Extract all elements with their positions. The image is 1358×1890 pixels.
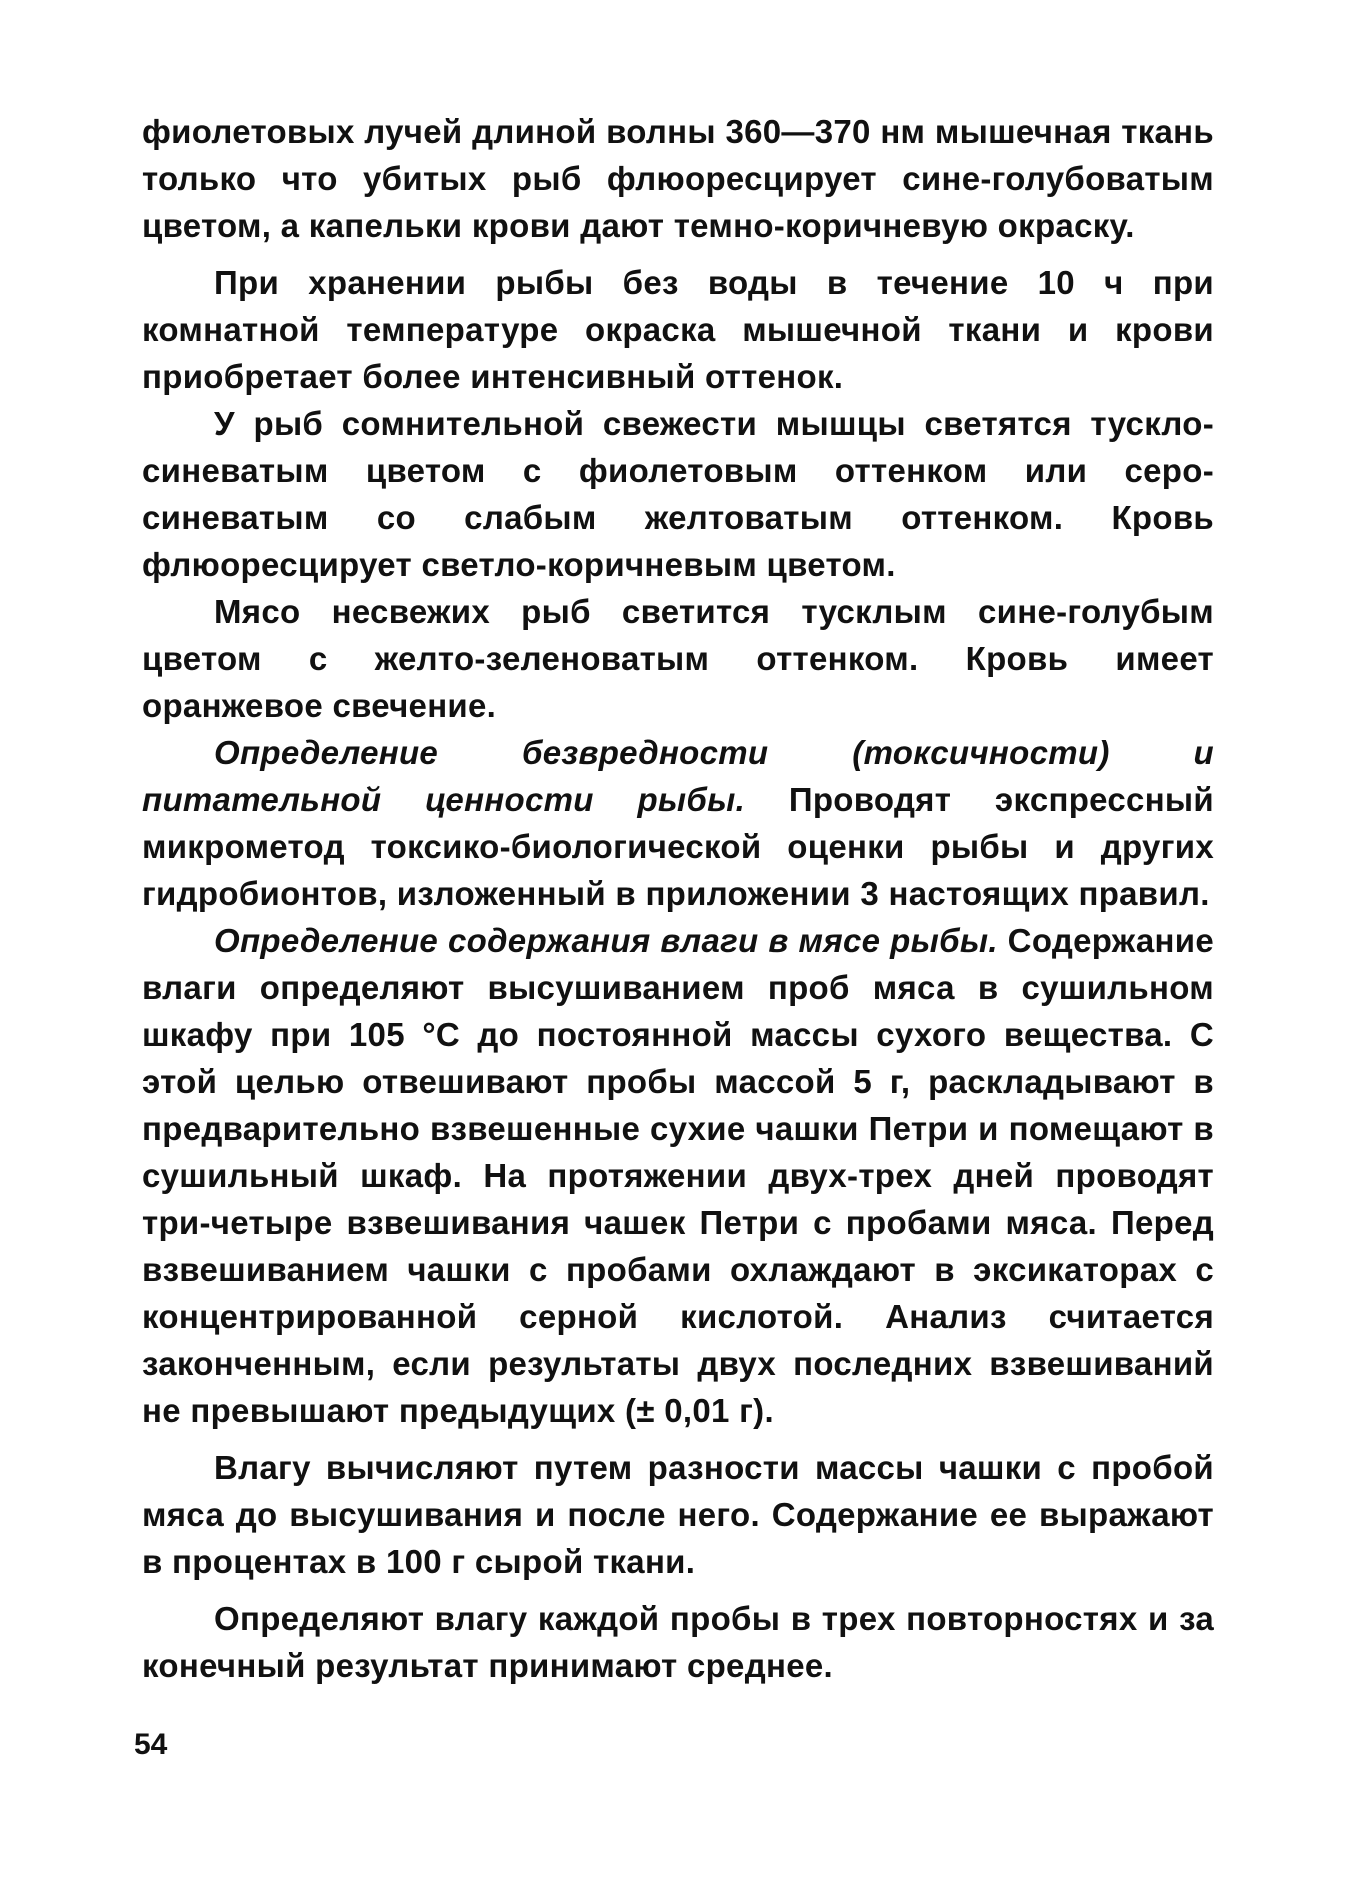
paragraph-3-text: У рыб сомнительной свежести мышцы светятся тускло-синеватым цветом с фиолетовым оттенком или серо-синеватым со слабым желтоватым оттенком. Кровь флюоресцирует светло-коричневым цветом.: [142, 405, 1214, 583]
paragraph-3: [142, 400, 1214, 588]
paragraph-7: [142, 1444, 1214, 1585]
paragraph-6-heading: Определение содержания влаги в мясе рыбы.: [214, 922, 998, 959]
paragraph-8-text: Определяют влагу каждой пробы в трех повторностях и за конечный результат принимают среднее.: [142, 1600, 1214, 1684]
paragraph-8: [142, 1595, 1214, 1689]
paragraph-5: [142, 729, 1214, 917]
paragraph-6: [142, 917, 1214, 1434]
paragraph-4: [142, 588, 1214, 729]
paragraph-2-text: При хранении рыбы без воды в течение 10 ч при комнатной температуре окраска мышечной ткани и крови приобретает более интенсивный оттенок.: [142, 264, 1214, 395]
paragraph-5-text: Проводят экспрессный микрометод токсико-биологической оценки рыбы и других гидробионтов, изложенный в приложении 3 настоящих правил.: [142, 781, 1214, 912]
page-number: 54: [134, 1728, 168, 1761]
paragraph-4-text: Мясо несвежих рыб светится тусклым сине-голубым цветом с желто-зеленоватым оттенком. Кровь имеет оранжевое свечение.: [142, 593, 1214, 724]
paragraph-7-text: Влагу вычисляют путем разности массы чашки с пробой мяса до высушивания и после него. Содержание ее выражают в процентах в 100 г сырой ткани.: [142, 1449, 1214, 1580]
paragraph-6-text: Содержание влаги определяют высушиванием проб мяса в сушильном шкафу при 105 °С до постоянной массы сухого вещества. С этой целью отвешивают пробы массой 5 г, раскладывают в предварительно взвешенные сухие чашки Петри и помещают в сушильный шкаф. На протяжении двух-трех дней проводят три-четыре взвешивания чашек Петри с пробами мяса. Перед взвешиванием чашки с пробами охлаждают в эксикаторах с концентрированной серной кислотой. Анализ считается законченным, если результаты двух последних взвешиваний не превышают предыдущих (± 0,01 г).: [142, 922, 1214, 1429]
paragraph-5-heading: Определение безвредности (токсичности) и питательной ценности рыбы.: [142, 734, 1214, 818]
page-body: [142, 108, 1214, 1689]
paragraph-2: [142, 259, 1214, 400]
paragraph-1-text: фиолетовых лучей длиной волны 360—370 нм мышечная ткань только что убитых рыб флюоресцирует сине-голубоватым цветом, а капельки крови дают темно-коричневую окраску.: [142, 113, 1214, 244]
paragraph-1: [142, 108, 1214, 249]
